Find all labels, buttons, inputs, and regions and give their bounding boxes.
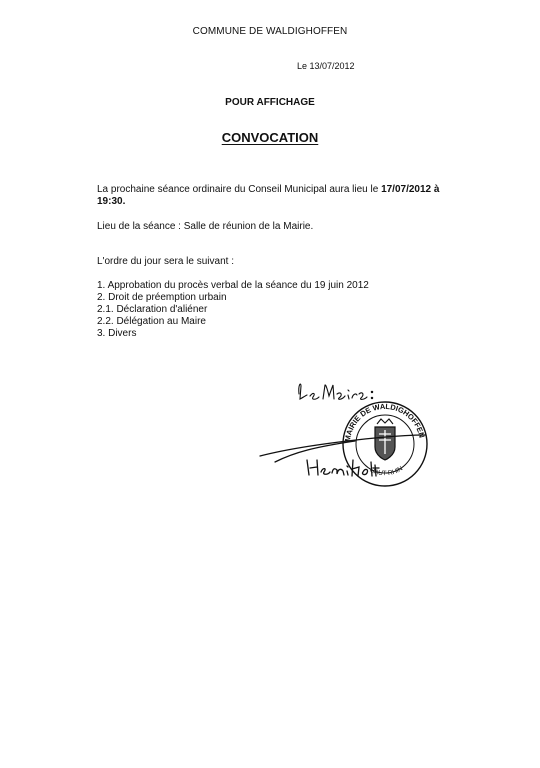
meeting-datetime: 17/07/2012 à 19:30.	[97, 184, 440, 207]
posting-notice: POUR AFFICHAGE	[225, 97, 315, 108]
signature-and-stamp	[255, 372, 445, 492]
agenda-item: 3. Divers	[97, 328, 137, 339]
agenda-intro: L'ordre du jour sera le suivant :	[97, 256, 234, 267]
handwritten-title	[299, 384, 373, 399]
intro-text: La prochaine séance ordinaire du Conseil Municipal aura lieu le	[97, 184, 382, 195]
commune-header: COMMUNE DE WALDIGHOFFEN	[192, 26, 348, 37]
agenda-item: 2.2. Délégation au Maire	[97, 316, 206, 327]
agenda-list	[97, 280, 369, 340]
stamp-text-top: MAIRIE DE WALDIGHOFFEN	[343, 401, 427, 443]
signature-block	[255, 372, 445, 492]
intro-paragraph	[97, 184, 457, 208]
title-text: CONVOCATION	[221, 130, 319, 145]
document-title	[0, 130, 540, 145]
meeting-location: Lieu de la séance : Salle de réunion de la Mairie.	[97, 221, 314, 232]
agenda-item: 1. Approbation du procès verbal de la séance du 19 juin 2012	[97, 280, 369, 291]
stamp-text-bottom: HAUT-RHIN	[368, 465, 405, 478]
agenda-item: 2. Droit de préemption urbain	[97, 292, 227, 303]
official-stamp	[343, 402, 427, 486]
document-date: Le 13/07/2012	[297, 61, 355, 71]
agenda-item: 2.1. Déclaration d'aliéner	[97, 304, 208, 315]
